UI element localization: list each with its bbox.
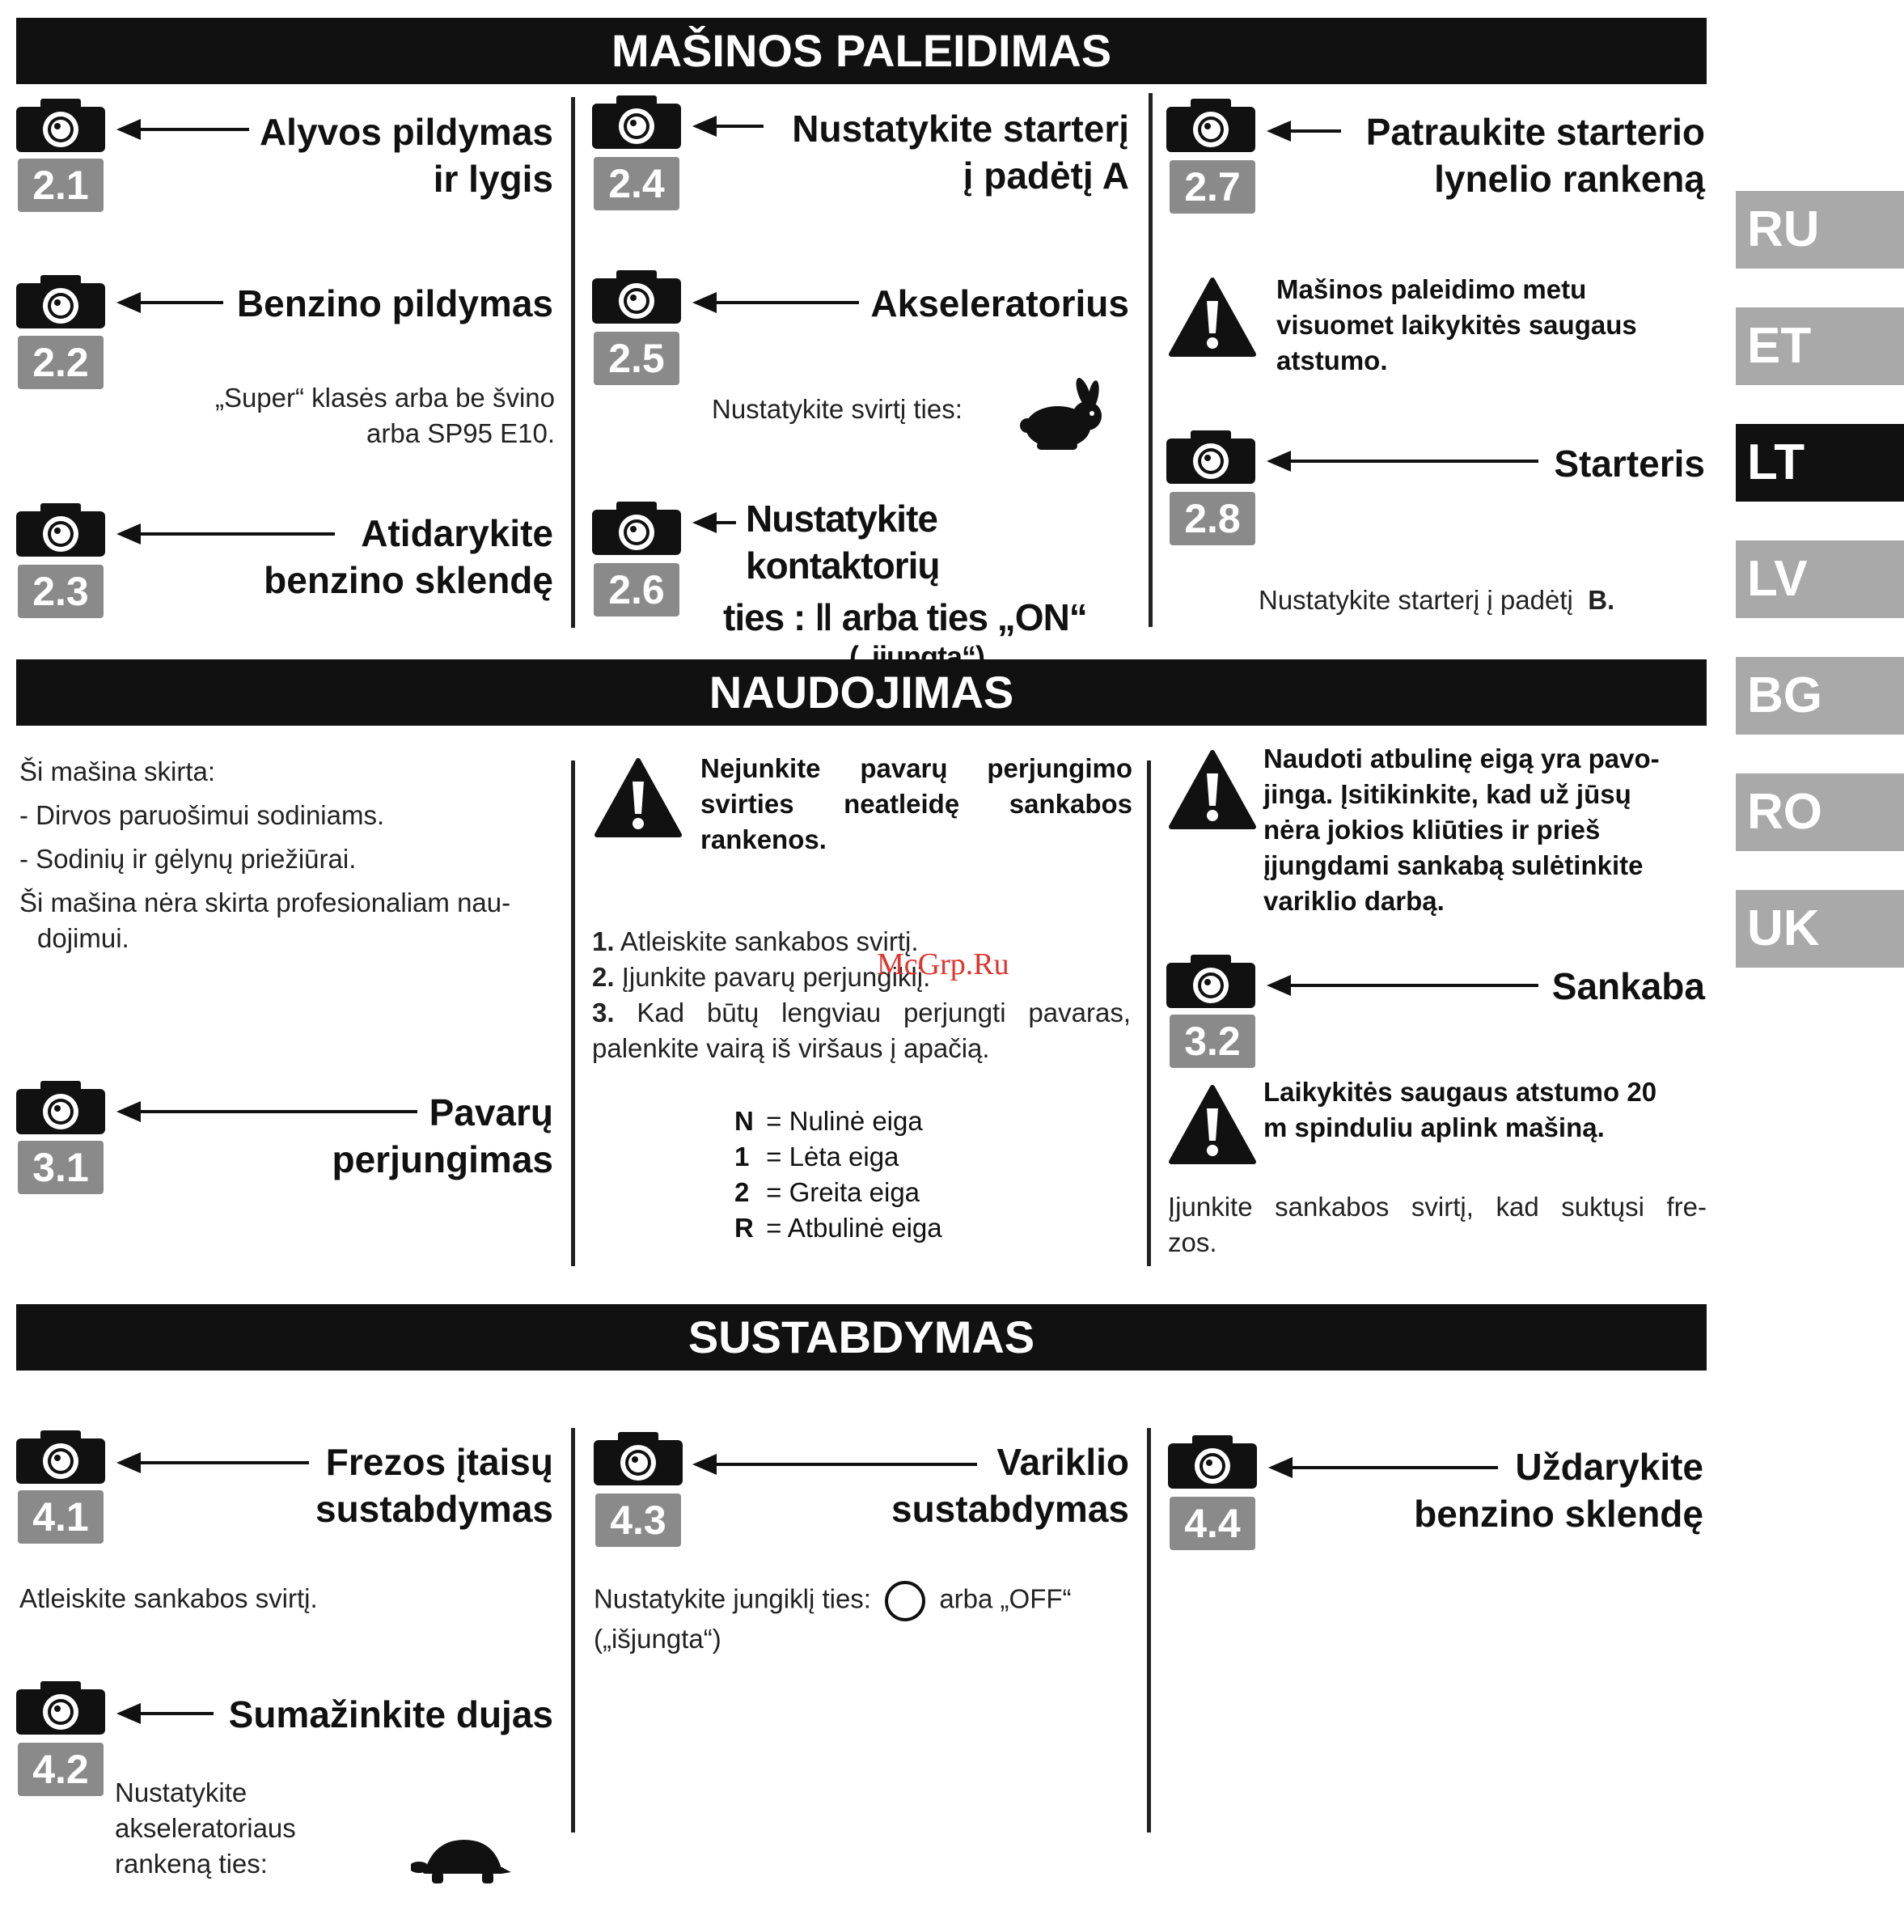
camera-icon — [16, 1081, 105, 1134]
arrow-left-icon — [121, 301, 223, 304]
camera-icon — [1166, 955, 1255, 1008]
arrow-left-icon — [1271, 460, 1538, 463]
step-number-badge: 2.7 — [1170, 160, 1255, 214]
step-label: Alyvos pildymas ir lygis — [259, 111, 553, 200]
step-note: „Super“ klasės arba be švino arba SP95 E10. — [214, 383, 555, 448]
warning-text: Naudoti atbulinę eigą yra pavo- jinga. Įsitikinkite, kad už jūsų nėra jokios kliūties ir prieš įjungdami sankabą sulėtinkite variklio darbą. — [1263, 744, 1660, 916]
arrow-left-icon — [697, 125, 764, 128]
off-circle-icon — [885, 1581, 925, 1621]
gear-legend-item: 2 = Greita eiga — [734, 1177, 920, 1207]
step-note: Atleiskite sankabos svirtį. — [19, 1583, 318, 1613]
column-divider — [1147, 761, 1151, 1266]
step-number-badge: 2.2 — [18, 336, 104, 389]
step-label: Uždarykite benzino sklendę — [1414, 1446, 1703, 1535]
warning-icon — [1168, 1084, 1257, 1165]
step-number-badge: 4.2 — [18, 1743, 104, 1796]
camera-icon — [16, 1430, 105, 1484]
step-note: Nustatykite starterį į padėtį B. — [1259, 585, 1615, 615]
rabbit-icon — [1013, 377, 1110, 458]
arrow-left-icon — [697, 301, 859, 304]
step-number-badge: 4.4 — [1170, 1497, 1255, 1550]
step-label: Pavarų perjungimas — [332, 1091, 553, 1180]
warning-icon — [1168, 749, 1257, 830]
arrow-left-icon — [121, 1712, 214, 1715]
column-divider — [571, 97, 575, 628]
column-divider — [1149, 93, 1153, 627]
step-number-badge: 4.1 — [18, 1490, 104, 1544]
step-number-badge: 2.4 — [594, 157, 679, 210]
usage-description: Ši mašina skirta: - Dirvos paruošimui sodiniams. - Sodinių ir gėlynų priežiūrai. Ši mašina nėra skirta profesionaliam nau- dojimui. — [19, 756, 511, 953]
step-number-badge: 2.6 — [594, 563, 679, 616]
arrow-left-icon — [1271, 984, 1538, 987]
step-label: Variklio sustabdymas — [891, 1441, 1129, 1530]
section-title-use: NAUDOJIMAS — [16, 659, 1707, 726]
camera-icon — [1166, 430, 1255, 484]
lang-tab-ru[interactable]: RU — [1736, 191, 1904, 269]
camera-icon — [592, 95, 681, 149]
section-title-stop: SUSTABDYMAS — [16, 1304, 1707, 1371]
lang-tab-et[interactable]: ET — [1736, 307, 1904, 385]
clutch-note: Įjunkite sankabos svirtį, kad suktųsi fre- zos. — [1168, 1192, 1707, 1257]
column-divider — [1147, 1428, 1151, 1832]
camera-icon — [592, 502, 681, 555]
lang-tab-lv[interactable]: LV — [1736, 540, 1904, 618]
lang-tab-lt[interactable]: LT — [1736, 424, 1904, 502]
gear-legend — [734, 1104, 942, 1246]
step-note: Nustatykite akseleratoriaus rankeną ties: — [115, 1777, 296, 1879]
warning-text: Laikykitės saugaus atstumo 20 m spinduliu aplink mašiną. — [1263, 1077, 1657, 1142]
gear-legend-item: 1 = Lėta eiga — [734, 1142, 899, 1171]
camera-icon — [1166, 99, 1255, 152]
camera-icon — [594, 1432, 683, 1485]
camera-icon — [16, 99, 105, 152]
step-label: Frezos įtaisų sustabdymas — [315, 1441, 553, 1530]
gear-legend-item: N = Nulinė eiga — [734, 1106, 923, 1136]
step-label: Akseleratorius — [870, 282, 1129, 324]
camera-icon — [16, 1681, 105, 1735]
step-number-badge: 3.2 — [1170, 1015, 1255, 1068]
column-divider — [571, 1428, 575, 1832]
step-number-badge: 3.1 — [18, 1141, 104, 1194]
watermark: McGrp.Ru — [877, 947, 1009, 981]
warning-icon — [594, 757, 683, 838]
step-number-badge: 4.3 — [595, 1493, 681, 1547]
step-label: Nustatykite starterį į padėtį A — [792, 108, 1129, 197]
camera-icon — [592, 270, 681, 324]
warning-text: Nejunkite pavarų perjungimo svirties neatleidę sankabos rankenos. — [700, 753, 1132, 854]
step-label: Sumažinkite dujas — [228, 1693, 553, 1735]
step-note: Nustatykite svirtį ties: — [712, 394, 963, 424]
section-title-start: MAŠINOS PALEIDIMAS — [16, 18, 1707, 84]
lang-tab-ro[interactable]: RO — [1736, 773, 1904, 851]
warning-text: Mašinos paleidimo metu visuomet laikykitės saugaus atstumo. — [1276, 274, 1637, 375]
gear-shift-instructions: 1. Atleiskite sankabos svirtį. 2. Įjunkite pavarų perjungiklį. 3. Kad būtų lengviau perjungti pavaras, palenkite vairą iš viršaus į apačią. — [592, 926, 1131, 1063]
step-number-badge: 2.5 — [594, 332, 679, 385]
column-divider — [571, 761, 575, 1266]
camera-icon — [16, 275, 105, 328]
camera-icon — [1168, 1435, 1257, 1489]
warning-icon — [1168, 277, 1257, 358]
gear-legend-item: R = Atbulinė eiga — [734, 1213, 942, 1243]
step-number-badge: 2.1 — [18, 159, 104, 212]
lang-tab-bg[interactable]: BG — [1736, 657, 1904, 735]
camera-icon — [16, 503, 105, 557]
step-label: Sankaba — [1551, 965, 1705, 1007]
step-label: Nustatykite kontaktorių ties : ‖ arba ties „ON“ („įjungta“) — [723, 498, 1087, 673]
step-number-badge: 2.3 — [18, 565, 104, 618]
lang-tab-uk[interactable]: UK — [1736, 890, 1904, 968]
step-label: Benzino pildymas — [236, 282, 553, 324]
arrow-left-icon — [1271, 129, 1341, 133]
step-label: Atidarykite benzino sklendę — [264, 512, 553, 601]
turtle-icon — [411, 1835, 511, 1888]
step-label: Starteris — [1554, 443, 1705, 485]
step-label: Patraukite starterio lynelio rankeną — [1365, 111, 1705, 200]
step-note: Nustatykite jungiklį ties: arba „OFF“ („išjungta“) — [594, 1581, 1136, 1657]
step-number-badge: 2.8 — [1170, 492, 1255, 545]
